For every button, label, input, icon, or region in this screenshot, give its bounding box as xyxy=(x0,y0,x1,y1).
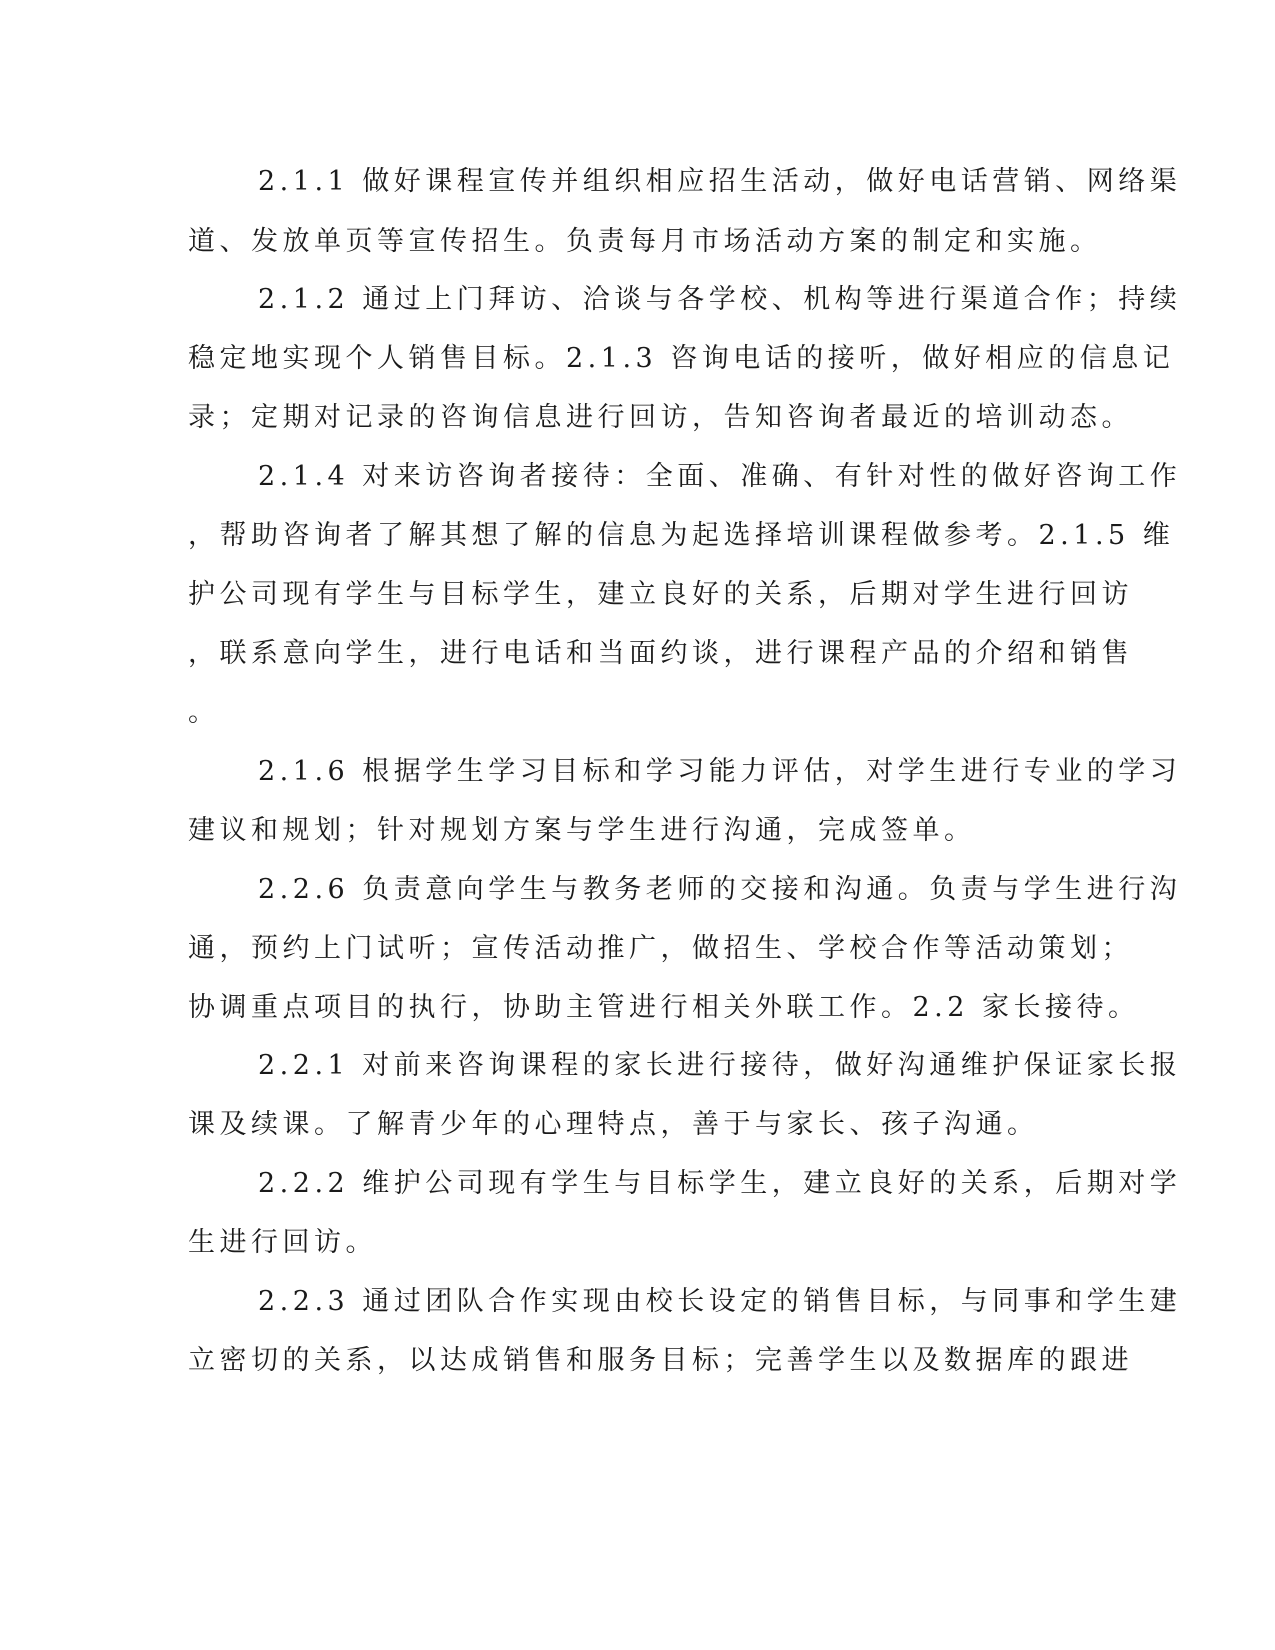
text-line-10: 。 xyxy=(188,697,220,728)
text-line-9: ，联系意向学生，进行电话和当面约谈，进行课程产品的介绍和销售 xyxy=(188,638,1133,669)
text-line-3: 2.1.2 通过上门拜访、洽谈与各学校、机构等进行渠道合作；持续 xyxy=(258,284,1182,315)
text-line-18: 2.2.2 维护公司现有学生与目标学生，建立良好的关系，后期对学 xyxy=(258,1168,1182,1199)
text-line-4: 稳定地实现个人销售目标。2.1.3 咨询电话的接听，做好相应的信息记 xyxy=(188,343,1175,374)
text-line-2: 道、发放单页等宣传招生。负责每月市场活动方案的制定和实施。 xyxy=(188,226,1102,257)
text-line-11: 2.1.6 根据学生学习目标和学习能力评估，对学生进行专业的学习 xyxy=(258,756,1182,787)
text-line-1: 2.1.1 做好课程宣传并组织相应招生活动，做好电话营销、网络渠 xyxy=(258,166,1182,197)
text-line-19: 生进行回访。 xyxy=(188,1227,377,1258)
text-line-12: 建议和规划；针对规划方案与学生进行沟通，完成签单。 xyxy=(188,815,976,846)
text-line-7: ，帮助咨询者了解其想了解的信息为起选择培训课程做参考。2.1.5 维 xyxy=(188,520,1175,551)
text-line-14: 通，预约上门试听；宣传活动推广，做招生、学校合作等活动策划； xyxy=(188,933,1133,964)
text-line-20: 2.2.3 通过团队合作实现由校长设定的销售目标，与同事和学生建 xyxy=(258,1286,1182,1317)
text-line-16: 2.2.1 对前来咨询课程的家长进行接待，做好沟通维护保证家长报 xyxy=(258,1050,1182,1081)
text-line-21: 立密切的关系，以达成销售和服务目标；完善学生以及数据库的跟进 xyxy=(188,1345,1133,1376)
text-line-17: 课及续课。了解青少年的心理特点，善于与家长、孩子沟通。 xyxy=(188,1109,1039,1140)
text-line-6: 2.1.4 对来访咨询者接待：全面、准确、有针对性的做好咨询工作 xyxy=(258,461,1182,492)
text-line-5: 录；定期对记录的咨询信息进行回访，告知咨询者最近的培训动态。 xyxy=(188,402,1133,433)
text-line-8: 护公司现有学生与目标学生，建立良好的关系，后期对学生进行回访 xyxy=(188,579,1133,610)
text-line-15: 协调重点项目的执行，协助主管进行相关外联工作。2.2 家长接待。 xyxy=(188,992,1140,1023)
text-line-13: 2.2.6 负责意向学生与教务老师的交接和沟通。负责与学生进行沟 xyxy=(258,874,1182,905)
